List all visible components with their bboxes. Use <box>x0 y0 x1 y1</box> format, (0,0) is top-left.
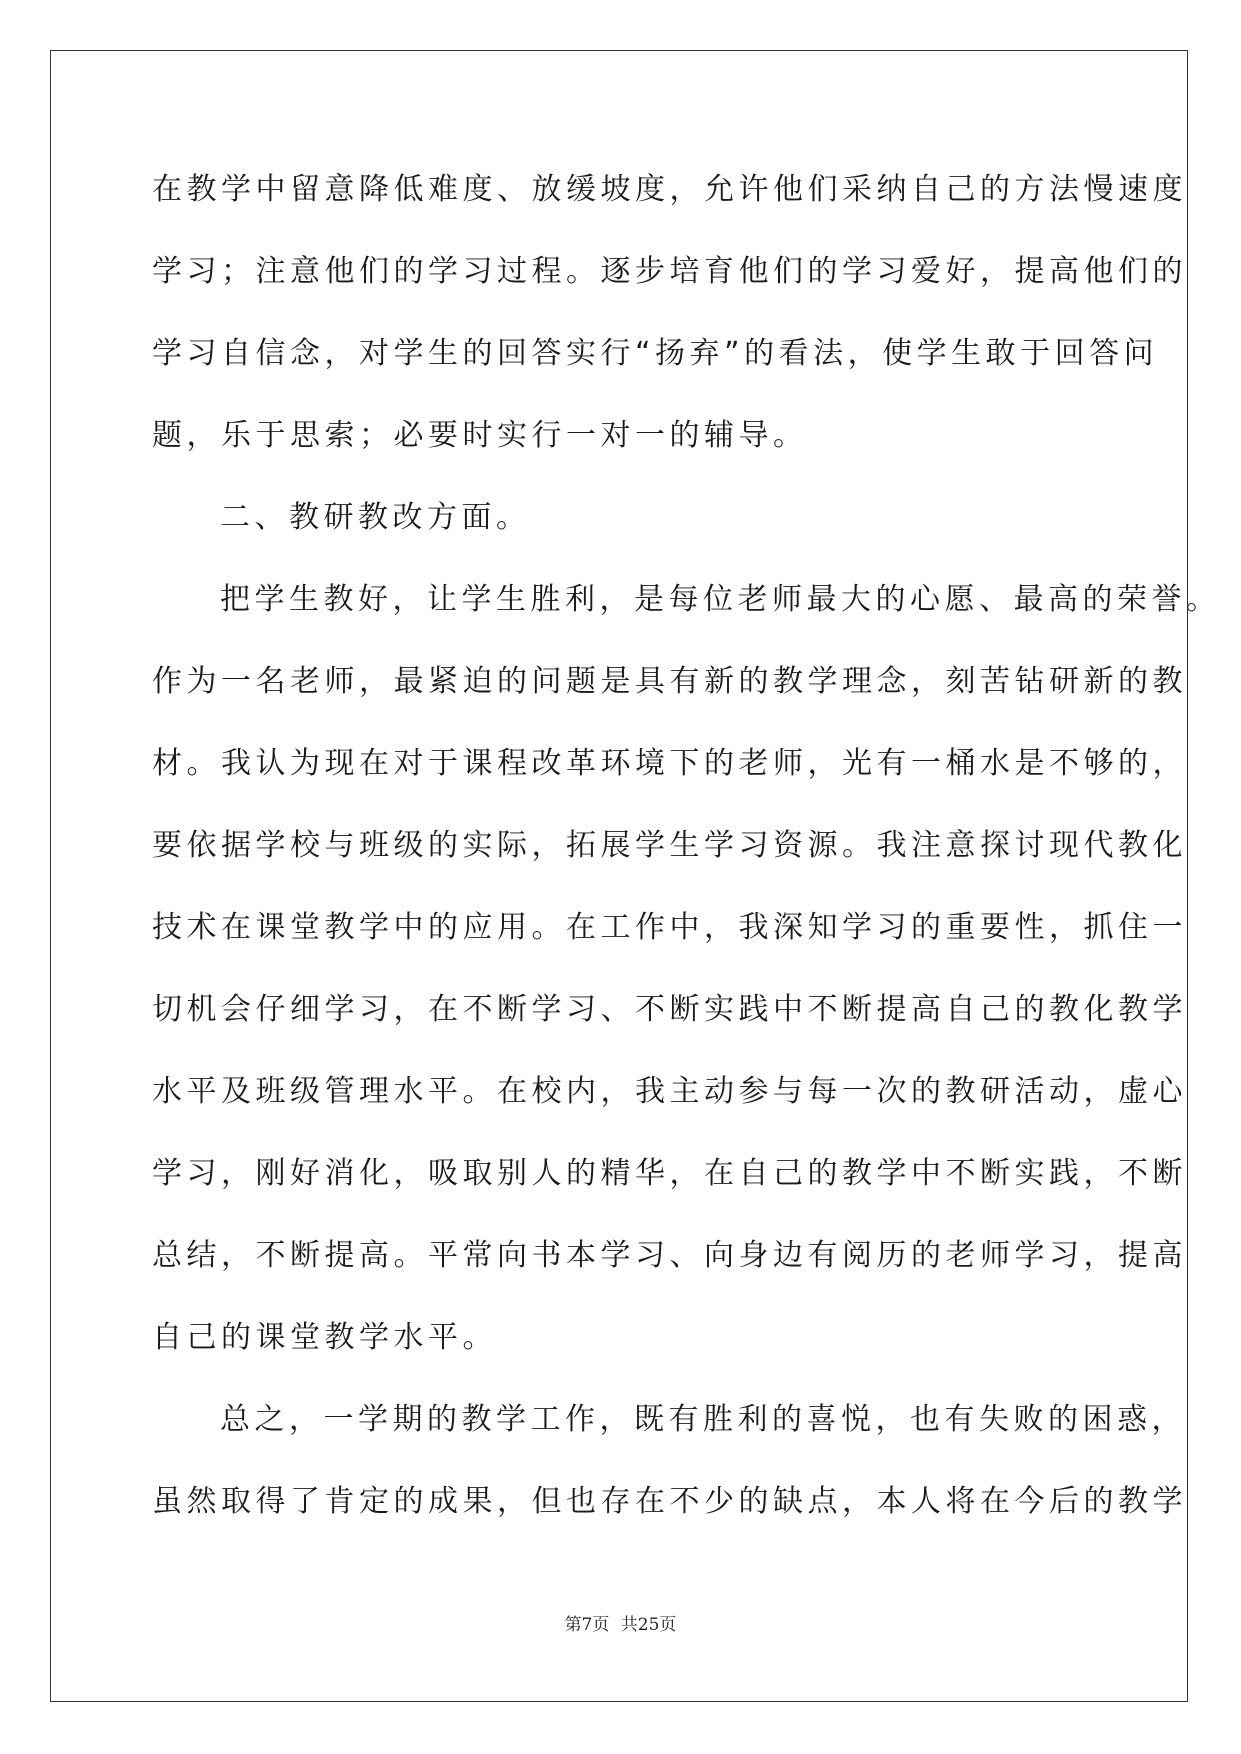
text-line: 切机会仔细学习，在不断学习、不断实践中不断提高自己的教化教学 <box>152 992 1187 1027</box>
text-line: 总结，不断提高。平常向书本学习、向身边有阅历的老师学习，提高 <box>152 1238 1187 1273</box>
text-line: 自己的课堂教学水平。 <box>152 1320 497 1355</box>
text-line: 水平及班级管理水平。在校内，我主动参与每一次的教研活动，虚心 <box>152 1074 1187 1109</box>
text-line: 材。我认为现在对于课程改革环境下的老师，光有一桶水是不够的， <box>152 746 1187 781</box>
text-line: 虽然取得了肯定的成果，但也存在不少的缺点，本人将在今后的教学 <box>152 1484 1187 1519</box>
paragraph-start-line: 把学生教好，让学生胜利，是每位老师最大的心愿、最高的荣誉。 <box>220 582 1221 617</box>
document-body <box>152 160 1221 1554</box>
text-line: 要依据学校与班级的实际，拓展学生学习资源。我注意探讨现代教化 <box>152 828 1187 863</box>
text-line: 学习；注意他们的学习过程。逐步培育他们的学习爱好，提高他们的 <box>152 254 1187 289</box>
text-line: 作为一名老师，最紧迫的问题是具有新的教学理念，刻苦钻研新的教 <box>152 664 1187 699</box>
text-line: 题，乐于思索；必要时实行一对一的辅导。 <box>152 418 808 453</box>
page-footer <box>0 1610 1241 1635</box>
section-heading: 二、教研教改方面。 <box>220 500 531 535</box>
text-line: 在教学中留意降低难度、放缓坡度，允许他们采纳自己的方法慢速度 <box>152 172 1187 207</box>
text-line: 学习，刚好消化，吸取别人的精华，在自己的教学中不断实践，不断 <box>152 1156 1187 1191</box>
paragraph-start-line: 总之，一学期的教学工作，既有胜利的喜悦，也有失败的困惑， <box>220 1402 1186 1437</box>
text-line: 学习自信念，对学生的回答实行“扬弃”的看法，使学生敢于回答问 <box>152 336 1159 371</box>
page-number: 第7页 <box>564 1615 610 1635</box>
total-pages: 共25页 <box>620 1615 677 1635</box>
text-line: 技术在课堂教学中的应用。在工作中，我深知学习的重要性，抓住一 <box>152 910 1187 945</box>
